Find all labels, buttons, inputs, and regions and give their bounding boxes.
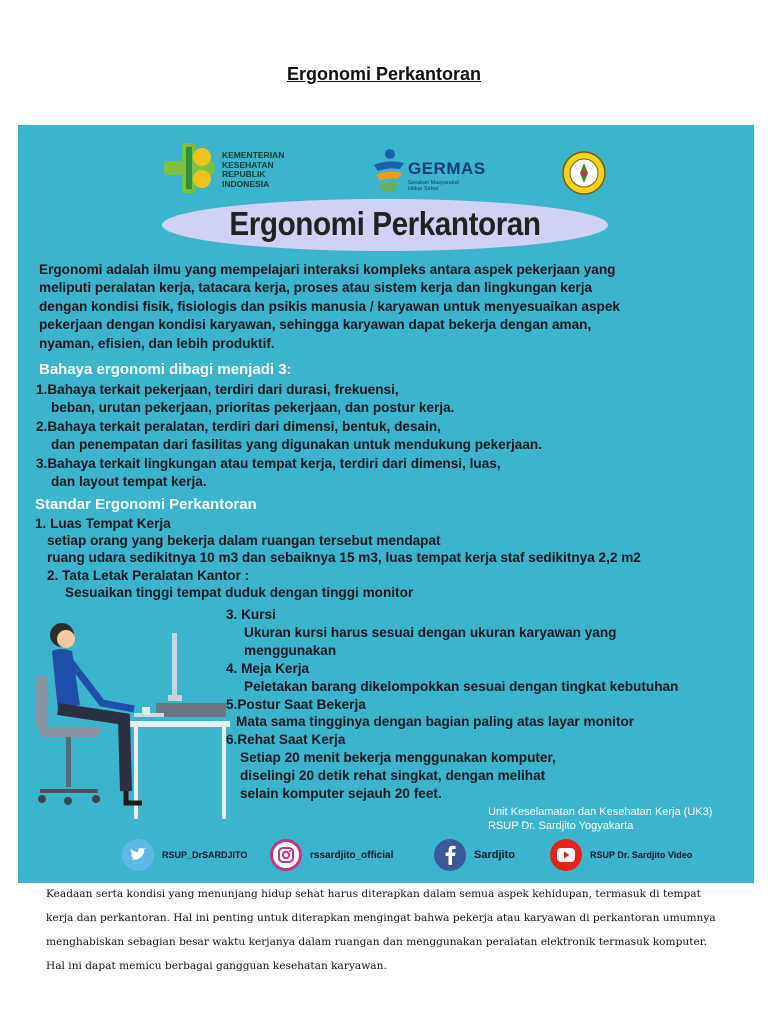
unit-credit: [488, 805, 712, 833]
document-title: Ergonomi Perkantoran: [286, 64, 482, 84]
rs-sardjito-seal: [562, 151, 606, 195]
facebook-label: Sardjito: [474, 849, 515, 861]
standar-item: 3. Kursi: [226, 607, 276, 622]
germas-title: GERMAS: [408, 159, 486, 178]
kemenkes-label: KEMENTERIAN KESEHATAN REPUBLIK INDONESIA: [222, 150, 285, 189]
standar-item-detail: Ukuran kursi harus sesuai dengan ukuran karyawan yang: [244, 624, 617, 640]
person-at-computer-icon: [30, 615, 230, 825]
intro-line: nyaman, efisien, dan lebih produktif.: [39, 335, 275, 351]
bahaya-item-detail: dan layout tempat kerja.: [51, 474, 207, 490]
instagram-label: rssardjito_official: [310, 849, 394, 861]
standar-item-detail: selain komputer sejauh 20 feet.: [240, 786, 442, 802]
standar-item-detail: Peletakan barang dikelompokkan sesuai dengan tingkat kebutuhan: [244, 678, 679, 694]
youtube-handle: [550, 835, 692, 875]
intro-text: [39, 261, 739, 353]
standar-item-detail: menggunakan: [244, 642, 337, 658]
standar-item: 2. Tata Letak Peralatan Kantor :: [47, 567, 250, 583]
standar-item: 1. Luas Tempat Kerja: [35, 516, 171, 531]
instagram-icon: [270, 839, 302, 871]
title-banner: [162, 199, 608, 251]
standar-item-detail: Mata sama tingginya dengan bagian paling atas layar monitor: [236, 714, 635, 730]
twitter-label: RSUP_DrSARDJITO: [162, 850, 248, 860]
hospital-seal-icon: [562, 151, 606, 195]
twitter-handle: [122, 835, 247, 875]
standar-item: 4. Meja Kerja: [226, 660, 310, 676]
standar-item-detail: Setiap 20 menit bekerja menggunakan komputer,: [240, 750, 556, 766]
unit-name: Unit Keselamatan dan Kesehatan Kerja (UK3): [488, 806, 713, 818]
standar-item-detail: diselingi 20 detik rehat singkat, dengan melihat: [240, 768, 546, 784]
bahaya-item: 3.Bahaya terkait lingkungan atau tempat kerja, terdiri dari dimensi, luas,: [36, 455, 501, 471]
germas-figure-icon: [370, 147, 406, 195]
standar-item: 6.Rehat Saat Kerja: [226, 732, 346, 748]
youtube-icon: [550, 839, 582, 871]
bahaya-list: [36, 381, 736, 491]
hospital-name: RSUP Dr. Sardjito Yogyakarta: [488, 820, 634, 832]
intro-line: pekerjaan dengan kondisi karyawan, sehingga karyawan dapat bekerja dengan aman,: [39, 317, 592, 333]
standar-list: [35, 515, 754, 601]
germas-subtitle: Gerakan Masyarakat Hidup Sehat: [408, 180, 460, 192]
intro-line: meliputi peralatan kerja, tatacara kerja, proses atau sistem kerja dan lingkungan kerja: [39, 280, 593, 296]
kemenkes-logo: [164, 143, 294, 195]
youtube-label: RSUP Dr. Sardjito Video: [590, 850, 693, 860]
bahaya-item-detail: dan penempatan dari fasilitas yang digunakan untuk mendukung pekerjaan.: [51, 437, 542, 453]
instagram-handle: [270, 835, 393, 875]
workstation-illustration: [30, 615, 230, 825]
twitter-icon: [122, 839, 154, 871]
standar-heading: Standar Ergonomi Perkantoran: [35, 496, 257, 513]
bahaya-item-detail: beban, urutan pekerjaan, prioritas pekerjaan, dan postur kerja.: [51, 400, 455, 416]
infographic-poster: [18, 125, 754, 883]
germas-logo: [370, 147, 486, 197]
standar-item-detail: setiap orang yang bekerja dalam ruangan tersebut mendapat: [47, 533, 441, 549]
standar-item: 5.Postur Saat Bekerja: [226, 696, 366, 712]
intro-line: dengan kondisi fisik, fisiologis dan psikis manusia / karyawan untuk menyesuaikan aspek: [39, 298, 620, 314]
standar-list-continued: [226, 606, 746, 803]
bahaya-item: 1.Bahaya terkait pekerjaan, terdiri dari durasi, frekuensi,: [36, 382, 399, 397]
kemenkes-emblem-icon: [164, 143, 220, 193]
facebook-handle: [434, 835, 515, 875]
banner-title: Ergonomi Perkantoran: [229, 205, 541, 242]
standar-item-detail: ruang udara sedikitnya 10 m3 dan sebaiknya 15 m3, luas tempat kerja staf sedikitnya 2,2 m2: [47, 550, 641, 566]
facebook-icon: [434, 839, 466, 871]
standar-item-detail: Sesuaikan tinggi tempat duduk dengan tinggi monitor: [65, 584, 414, 600]
intro-line: Ergonomi adalah ilmu yang mempelajari interaksi kompleks antara aspek pekerjaan yang: [39, 262, 616, 277]
body-paragraph: Keadaan serta kondisi yang menunjang hidup sehat harus diterapkan dalam semua aspek kehidupan, termasuk di tempat kerja dan perkantoran. Hal ini penting untuk diterapkan mengingat bahwa pekerja atau karyawan di perkantoran umumnya menghabiskan sebagian besar waktu kerjanya dalam ruangan dan menggunakan peralatan elektronik termasuk komputer. Hal ini dapat memicu berbagai gangguan kesehatan karyawan.: [46, 888, 716, 972]
bahaya-item: 2.Bahaya terkait peralatan, terdiri dari dimensi, bentuk, desain,: [36, 418, 441, 434]
bahaya-heading: Bahaya ergonomi dibagi menjadi 3:: [39, 361, 292, 378]
